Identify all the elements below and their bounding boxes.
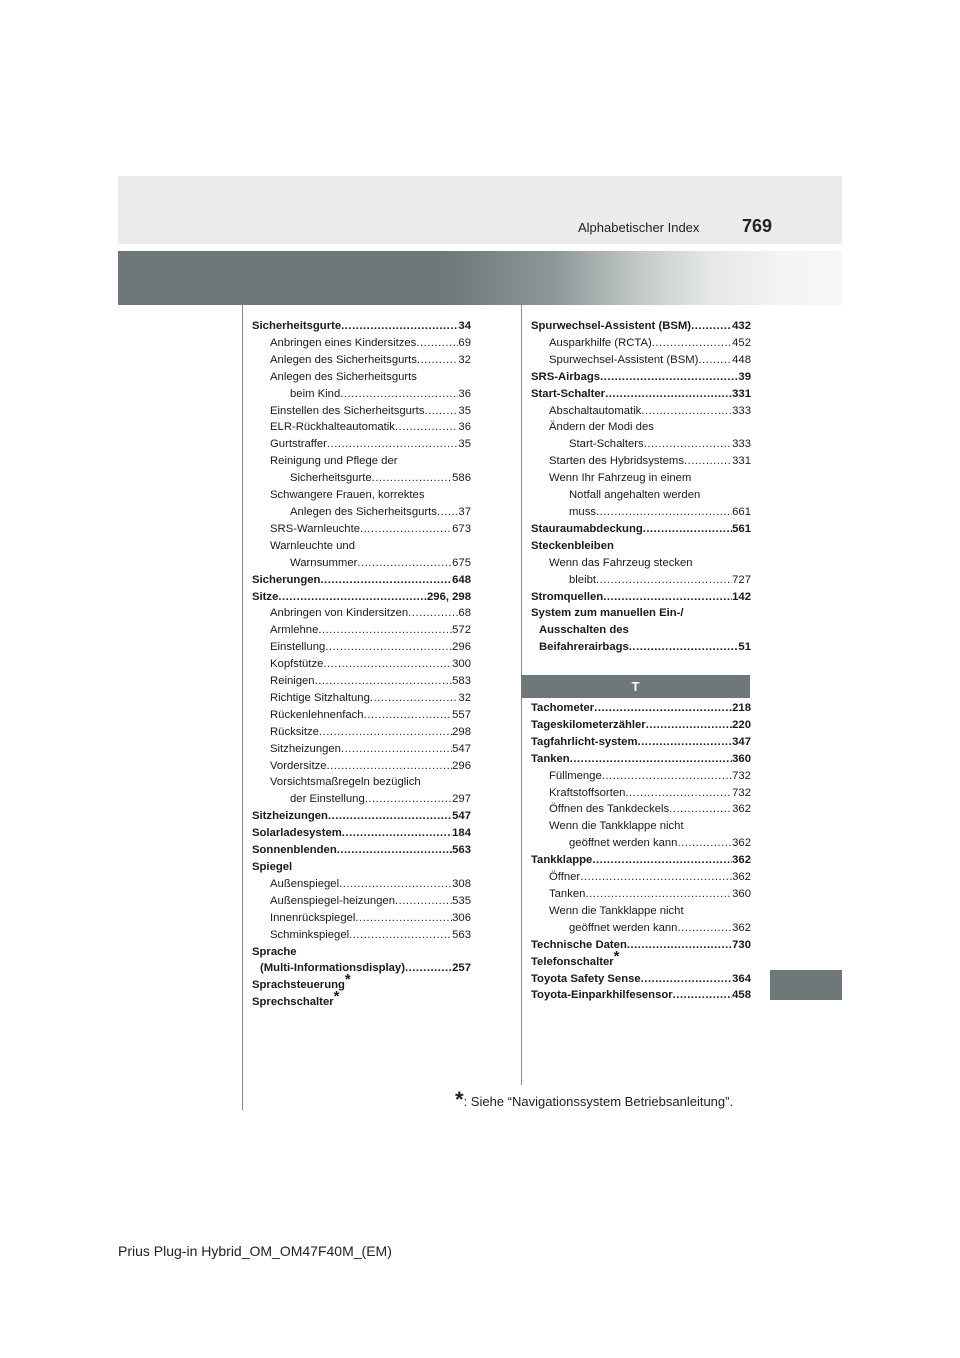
index-entry-label: SRS-Airbags (531, 370, 601, 383)
index-entry (531, 318, 751, 335)
dot-leader (596, 572, 732, 589)
index-entry-page: 36 (458, 387, 471, 400)
index-entry-page: 257 (452, 962, 471, 975)
index-entry-label: Notfall angehalten werden (569, 489, 701, 502)
index-entry-page: 306 (452, 911, 471, 924)
index-entry-label: Sprechschalter (252, 996, 334, 1009)
dot-leader (603, 589, 732, 606)
index-entry-page: 557 (452, 708, 471, 721)
index-entry-label: Solarladesystem (252, 827, 342, 840)
dot-leader (673, 987, 732, 1004)
index-entry-label: Rücksitze (270, 725, 319, 738)
index-entry-label: Einstellen des Sicherheitsgurts (270, 404, 425, 417)
dot-leader (323, 656, 452, 673)
dot-leader (698, 352, 732, 369)
index-entry-page: 347 (732, 735, 751, 748)
index-entry-label: bleibt (569, 573, 597, 586)
index-entry-label: (Multi-Informationsdisplay) (260, 962, 405, 975)
index-entry (531, 818, 751, 835)
dot-leader (315, 673, 453, 690)
index-entry-label: Anlegen des Sicherheitsgurts (270, 370, 417, 383)
index-entry-page: 298 (452, 725, 471, 738)
dot-leader (395, 893, 452, 910)
index-entry (531, 903, 751, 920)
index-entry-page: 297 (452, 793, 471, 806)
index-entry-label: Reinigen (270, 675, 315, 688)
index-entry (252, 741, 471, 758)
index-entry-label: Beifahrerairbags (539, 641, 629, 654)
index-entry-page: 448 (732, 353, 751, 366)
dot-leader (327, 436, 459, 453)
index-entry-page: 296 (452, 641, 471, 654)
index-entry-label: Rückenlehnenfach (270, 708, 364, 721)
index-entry-label: Tankklappe (531, 854, 593, 867)
index-entry (531, 555, 751, 572)
index-entry-label: Steckenbleiben (531, 539, 614, 552)
index-entry (531, 751, 751, 768)
index-entry (531, 768, 751, 785)
index-entry-label: Füllmenge (549, 769, 602, 782)
dot-leader (677, 920, 732, 937)
index-entry (531, 971, 751, 988)
index-entry (252, 605, 471, 622)
index-entry (252, 656, 471, 673)
index-entry (252, 419, 471, 436)
index-entry-page: 34 (458, 320, 471, 332)
footnote-marker: * (344, 971, 351, 989)
index-entry-label: Ausparkhilfe (RCTA) (549, 336, 652, 349)
index-entry-label: Starten des Hybridsystems (549, 455, 684, 468)
index-entry (531, 335, 751, 352)
index-entry-label: Vorsichtsmaßregeln bezüglich (270, 776, 421, 789)
index-entry-label: Richtige Sitzhaltung (270, 691, 370, 704)
index-entry-page: 730 (732, 938, 751, 951)
index-entry-label: Warnsummer (290, 556, 358, 569)
index-entry (252, 927, 471, 944)
index-entry-label: Gurtstraffer (270, 438, 327, 451)
index-entry-page: 563 (452, 844, 471, 857)
index-entry-page: 648 (452, 573, 471, 586)
index-entry (252, 876, 471, 893)
index-entry-page: 333 (732, 404, 751, 417)
index-entry (252, 859, 471, 876)
index-entry (531, 403, 751, 420)
index-entry-label: muss (569, 505, 596, 518)
footnote-star: * (455, 1087, 464, 1112)
index-entry-page: 362 (732, 854, 751, 867)
dot-leader (638, 734, 733, 751)
dot-leader (643, 521, 732, 538)
index-entry (252, 470, 471, 487)
dot-leader (319, 724, 452, 741)
index-entry (531, 835, 751, 852)
dot-leader (360, 521, 452, 538)
dot-leader (641, 403, 732, 420)
index-entry-label: Wenn die Tankklappe nicht (549, 904, 684, 917)
index-entry (252, 572, 471, 589)
index-entry-page: 296, 298 (427, 590, 471, 603)
index-entry-label: geöffnet werden kann (569, 921, 678, 934)
index-entry (252, 453, 471, 470)
index-entry-page: 35 (458, 438, 471, 451)
index-entry (531, 937, 751, 954)
index-entry (252, 910, 471, 927)
index-entry (252, 622, 471, 639)
index-entry-label: Stromquellen (531, 590, 604, 603)
index-entry (531, 717, 751, 734)
dot-leader (408, 605, 458, 622)
dot-leader (372, 470, 453, 487)
dot-leader (625, 785, 732, 802)
index-entry-label: Anbringen eines Kindersitzes (270, 336, 417, 349)
index-entry-page: 220 (732, 718, 751, 731)
index-entry-label: ELR-Rückhalteautomatik (270, 421, 395, 434)
index-entry-label: Öffnen des Tankdeckels (549, 803, 670, 816)
index-entry-label: Öffner (549, 871, 581, 884)
index-entry-page: 362 (732, 921, 751, 934)
dot-leader (349, 927, 452, 944)
index-entry-label: Toyota Safety Sense (531, 972, 641, 985)
dot-leader (424, 403, 458, 420)
index-entry (531, 436, 751, 453)
index-entry-page: 218 (732, 702, 751, 714)
dot-leader (641, 971, 732, 988)
index-entry (531, 920, 751, 937)
index-entry (252, 690, 471, 707)
index-entry-label: Vordersitze (270, 759, 327, 772)
index-entry-label: Sprachsteuerung (252, 979, 345, 992)
index-entry-label: Warnleuchte und (270, 539, 355, 552)
index-entry (531, 734, 751, 751)
index-entry-label: Sonnenblenden (252, 844, 337, 857)
index-entry-label: Sitzheizungen (252, 810, 328, 823)
dot-leader (580, 869, 732, 886)
index-entry (252, 318, 471, 335)
dot-leader (341, 741, 452, 758)
index-entry (531, 869, 751, 886)
decorative-gradient-bar (118, 251, 842, 305)
index-entry (252, 971, 471, 994)
index-entry-page: 37 (458, 505, 471, 518)
footnote-marker: * (333, 988, 340, 1006)
index-entry (531, 785, 751, 802)
index-entry-page: 362 (732, 803, 751, 816)
index-entry-page: 32 (458, 691, 471, 704)
index-entry (252, 639, 471, 656)
index-entry (252, 893, 471, 910)
header-band (118, 176, 842, 244)
index-entry-page: 572 (452, 624, 471, 637)
index-entry-page: 732 (732, 769, 751, 782)
index-entry-page: 583 (452, 675, 471, 688)
index-entry-page: 673 (452, 522, 471, 535)
index-entry (531, 504, 751, 521)
section-letter-bar (521, 675, 750, 698)
dot-leader (416, 335, 458, 352)
index-entry-page: 458 (732, 989, 751, 1002)
index-entry-label: Anbringen von Kindersitzen (270, 607, 409, 620)
dot-leader (341, 318, 458, 335)
index-entry-label: Wenn das Fahrzeug stecken (549, 556, 693, 569)
column-divider-left (242, 305, 243, 1110)
index-entry (252, 724, 471, 741)
index-entry-page: 432 (732, 320, 751, 332)
index-entry-page: 39 (738, 370, 751, 383)
dot-leader (405, 960, 452, 977)
dot-leader (327, 758, 453, 775)
index-entry-label: Sicherungen (252, 573, 321, 586)
index-entry-label: Kopfstütze (270, 658, 324, 671)
index-entry-page: 360 (732, 887, 751, 900)
index-entry-label: Schwangere Frauen, korrektes (270, 489, 425, 502)
index-entry (252, 589, 471, 606)
index-entry (252, 944, 471, 961)
section-letter: T (631, 679, 640, 694)
index-entry (531, 419, 751, 436)
dot-leader (395, 419, 458, 436)
index-entry (531, 700, 751, 717)
dot-leader (684, 453, 732, 470)
dot-leader (652, 335, 732, 352)
index-entry (531, 521, 751, 538)
index-entry (531, 386, 751, 403)
index-entry-page: 184 (452, 827, 471, 840)
dot-leader (602, 768, 732, 785)
index-entry-label: Start-Schalters (569, 438, 644, 451)
index-entry-label: Spiegel (252, 861, 293, 873)
index-entry (531, 369, 751, 386)
index-entry (252, 403, 471, 420)
index-entry-label: Anlegen des Sicherheitsgurts (270, 353, 417, 366)
index-entry (252, 386, 471, 403)
index-entry-label: Telefonschalter (531, 955, 614, 968)
index-entry-label: Sitze (252, 590, 279, 603)
index-entry (252, 673, 471, 690)
index-entry (252, 791, 471, 808)
index-entry (531, 487, 751, 504)
index-entry (531, 622, 751, 639)
index-entry-label: Anlegen des Sicherheitsgurts (290, 505, 437, 518)
dot-leader (646, 717, 732, 734)
index-entry-label: Ausschalten des (539, 624, 629, 637)
index-entry-page: 364 (732, 972, 751, 985)
index-entry (252, 352, 471, 369)
dot-leader (365, 791, 452, 808)
dot-leader (677, 835, 732, 852)
dot-leader (342, 825, 452, 842)
index-entry (252, 988, 471, 1011)
chapter-side-tab (770, 970, 842, 1000)
dot-leader (318, 622, 452, 639)
dot-leader (594, 700, 732, 717)
index-entry (252, 487, 471, 504)
index-entry (531, 572, 751, 589)
dot-leader (337, 842, 452, 859)
index-entry-page: 36 (458, 421, 471, 434)
index-entry-label: Spurwechsel-Assistent (BSM) (549, 353, 699, 366)
index-entry (252, 758, 471, 775)
index-entry-page: 452 (732, 336, 751, 349)
index-entry-page: 675 (452, 556, 471, 569)
index-entry (252, 538, 471, 555)
index-entry-label: Tachometer (531, 702, 595, 714)
index-entry-page: 732 (732, 786, 751, 799)
index-entry (531, 453, 751, 470)
index-entry-page: 563 (452, 928, 471, 941)
index-entry (531, 852, 751, 869)
index-entry (252, 436, 471, 453)
dot-leader (364, 707, 453, 724)
section-title: Alphabetischer Index (578, 220, 700, 235)
index-entry (252, 774, 471, 791)
index-entry-page: 547 (452, 810, 471, 823)
index-entry-page: 296 (452, 759, 471, 772)
footnote-marker: * (613, 947, 620, 965)
index-entry (531, 947, 751, 971)
index-entry-label: beim Kind (290, 387, 341, 400)
index-entry-label: Armlehne (270, 624, 319, 637)
index-entry-page: 586 (452, 472, 471, 485)
index-entry-page: 69 (458, 336, 471, 349)
index-entry-page: 333 (732, 438, 751, 451)
index-entry (252, 335, 471, 352)
index-entry (531, 639, 751, 656)
index-entry-label: Spurwechsel-Assistent (BSM) (531, 320, 692, 332)
index-entry (252, 808, 471, 825)
index-entry-page: 727 (732, 573, 751, 586)
index-entry-label: Außenspiegel (270, 877, 340, 890)
dot-leader (328, 808, 452, 825)
dot-leader (570, 751, 732, 768)
index-entry (531, 801, 751, 818)
dot-leader (437, 504, 458, 521)
index-entry (252, 555, 471, 572)
index-entry (531, 987, 751, 1004)
index-entry-page: 661 (732, 505, 751, 518)
index-entry-label: Außenspiegel-heizungen (270, 894, 395, 907)
index-entry (531, 589, 751, 606)
index-entry-page: 547 (452, 742, 471, 755)
index-entry-label: der Einstellung (290, 793, 365, 806)
index-entry-label: Tageskilometerzähler (531, 718, 646, 731)
index-entry-label: Schminkspiegel (270, 928, 350, 941)
index-entry-label: System zum manuellen Ein-/ (531, 607, 684, 620)
dot-leader (644, 436, 732, 453)
index-entry-label: geöffnet werden kann (569, 837, 678, 850)
index-column-left (252, 318, 471, 1011)
dot-leader (592, 852, 732, 869)
index-entry-label: Tagfahrlicht-system (531, 735, 638, 748)
dot-leader (340, 386, 458, 403)
index-entry (531, 538, 751, 555)
footnote (455, 1087, 733, 1113)
index-entry-label: Start-Schalter (531, 387, 606, 400)
dot-leader (278, 589, 427, 606)
index-entry-label: SRS-Warnleuchte (270, 522, 360, 535)
index-entry (252, 960, 471, 977)
index-entry-label: Abschaltautomatik (549, 404, 642, 417)
index-column-right-t (531, 700, 751, 1004)
index-entry-page: 32 (458, 353, 471, 366)
index-entry-label: Sicherheitsgurte (290, 472, 372, 485)
page-number: 769 (742, 216, 773, 236)
index-entry-page: 362 (732, 837, 751, 850)
dot-leader (320, 572, 452, 589)
index-entry-page: 331 (732, 455, 751, 468)
index-entry-page: 362 (732, 871, 751, 884)
index-entry-label: Technische Daten (531, 938, 627, 951)
dot-leader (600, 369, 738, 386)
index-entry-label: Reinigung und Pflege der (270, 455, 398, 468)
index-entry-page: 300 (452, 658, 471, 671)
dot-leader (357, 555, 452, 572)
index-column-right-s (531, 318, 751, 656)
index-entry (531, 470, 751, 487)
index-entry-page: 561 (732, 522, 751, 535)
index-entry-label: Wenn Ihr Fahrzeug in einem (549, 472, 692, 485)
index-entry (252, 842, 471, 859)
dot-leader (585, 886, 732, 903)
index-entry-label: Ändern der Modi des (549, 421, 654, 434)
document-id: Prius Plug-in Hybrid_OM_OM47F40M_(EM) (118, 1243, 392, 1259)
index-entry-page: 308 (452, 877, 471, 890)
dot-leader (605, 386, 732, 403)
index-entry (252, 825, 471, 842)
index-entry (531, 605, 751, 622)
dot-leader (627, 937, 732, 954)
index-entry (252, 521, 471, 538)
dot-leader (370, 690, 459, 707)
index-entry-page: 360 (732, 752, 751, 765)
dot-leader (325, 639, 452, 656)
index-entry-label: Innenrückspiegel (270, 911, 356, 924)
index-entry (252, 504, 471, 521)
index-entry-page: 35 (458, 404, 471, 417)
index-entry-label: Sprache (252, 945, 297, 958)
index-entry-page: 51 (738, 641, 751, 654)
index-entry-page: 535 (452, 894, 471, 907)
index-entry-page: 142 (732, 590, 751, 603)
index-entry (252, 707, 471, 724)
index-entry-label: Sicherheitsgurte (252, 320, 342, 332)
index-entry-label: Einstellung (270, 641, 326, 654)
footnote-text: : Siehe “Navigationssystem Betriebsanleitung”. (463, 1094, 734, 1109)
dot-leader (669, 801, 732, 818)
index-entry (252, 369, 471, 386)
index-entry-label: Tanken (549, 887, 586, 900)
index-entry-page: 68 (458, 607, 471, 620)
index-entry-label: Sitzheizungen (270, 742, 341, 755)
index-entry-label: Tanken (531, 752, 570, 765)
index-entry-label: Toyota-Einparkhilfesensor (531, 989, 673, 1002)
index-entry-label: Kraftstoffsorten (549, 786, 626, 799)
dot-leader (596, 504, 732, 521)
dot-leader (417, 352, 458, 369)
index-entry-label: Wenn die Tankklappe nicht (549, 820, 684, 833)
index-entry (531, 352, 751, 369)
index-entry-label: Stauraumabdeckung (531, 522, 643, 535)
dot-leader (339, 876, 452, 893)
dot-leader (691, 318, 732, 335)
dot-leader (629, 639, 739, 656)
index-entry (531, 886, 751, 903)
dot-leader (355, 910, 452, 927)
index-entry-page: 331 (732, 387, 751, 400)
